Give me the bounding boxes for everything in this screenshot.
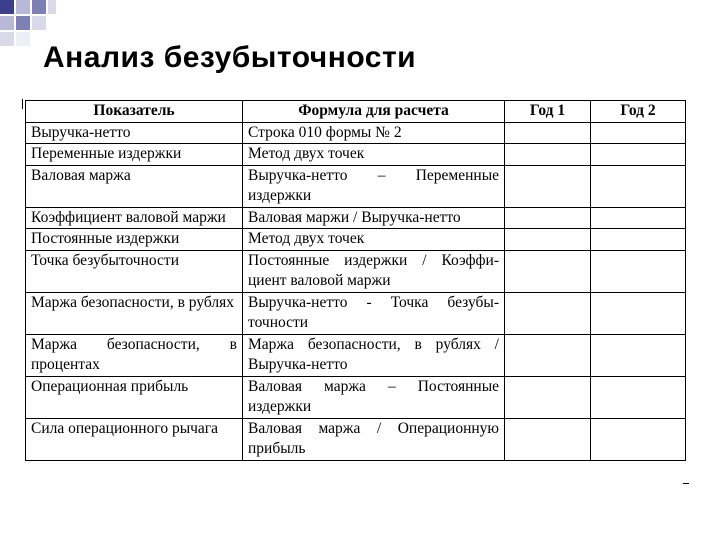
table-row bbox=[26, 229, 686, 251]
header-indicator: Показатель bbox=[26, 101, 243, 123]
formula-cell: Валовая маржа – Постоянные издержки bbox=[243, 376, 505, 418]
table-row bbox=[26, 334, 686, 376]
formula-cell: Выручка-нетто - Точка безубыточности bbox=[243, 292, 505, 334]
header-formula: Формула для расчета bbox=[243, 101, 505, 123]
formula-cell: Метод двух точек bbox=[243, 144, 505, 166]
divider bbox=[683, 483, 689, 484]
year2-cell bbox=[591, 229, 686, 251]
formula-cell: Маржа безопасности, в рублях / Выручка-нетто bbox=[243, 334, 505, 376]
table-row bbox=[26, 144, 686, 166]
decor-square bbox=[32, 16, 46, 30]
slide-title: Анализ безубыточности bbox=[43, 41, 417, 74]
decor-square bbox=[32, 0, 46, 14]
year2-cell bbox=[591, 376, 686, 418]
indicator-cell: Сила операционного рычага bbox=[26, 418, 243, 460]
year1-cell bbox=[505, 229, 591, 251]
header-year2: Год 2 bbox=[591, 101, 686, 123]
year2-cell bbox=[591, 165, 686, 207]
table-row bbox=[26, 292, 686, 334]
breakeven-table bbox=[25, 100, 686, 461]
year1-cell bbox=[505, 292, 591, 334]
formula-cell: Выручка-нетто – Переменные издержки bbox=[243, 165, 505, 207]
year1-cell bbox=[505, 122, 591, 144]
formula-cell: Валовая маржа / Операционную прибыль bbox=[243, 418, 505, 460]
year1-cell bbox=[505, 250, 591, 292]
year2-cell bbox=[591, 207, 686, 229]
formula-cell: Валовая маржи / Выручка-нетто bbox=[243, 207, 505, 229]
indicator-cell: Точка безубыточности bbox=[26, 250, 243, 292]
year1-cell bbox=[505, 418, 591, 460]
indicator-cell: Коэффициент валовой маржи bbox=[26, 207, 243, 229]
year2-cell bbox=[591, 292, 686, 334]
decor-square bbox=[0, 32, 14, 46]
table-row bbox=[26, 418, 686, 460]
table-row bbox=[26, 165, 686, 207]
decor-square bbox=[16, 32, 30, 46]
header-year1: Год 1 bbox=[505, 101, 591, 123]
year1-cell bbox=[505, 165, 591, 207]
table-row bbox=[26, 207, 686, 229]
formula-cell: Метод двух точек bbox=[243, 229, 505, 251]
indicator-cell: Валовая маржа bbox=[26, 165, 243, 207]
table-row bbox=[26, 250, 686, 292]
indicator-cell: Переменные издержки bbox=[26, 144, 243, 166]
divider bbox=[22, 99, 23, 109]
table-row bbox=[26, 376, 686, 418]
decor-square bbox=[0, 16, 14, 30]
decor-square bbox=[16, 16, 30, 30]
year1-cell bbox=[505, 144, 591, 166]
indicator-cell: Маржа безопасности, в рублях bbox=[26, 292, 243, 334]
decor-square bbox=[0, 0, 14, 14]
table-row bbox=[26, 122, 686, 144]
year2-cell bbox=[591, 334, 686, 376]
decor-square bbox=[16, 0, 30, 14]
decor-square bbox=[48, 0, 56, 14]
year1-cell bbox=[505, 207, 591, 229]
formula-cell: Строка 010 формы № 2 bbox=[243, 122, 505, 144]
indicator-cell: Постоянные издержки bbox=[26, 229, 243, 251]
year2-cell bbox=[591, 144, 686, 166]
indicator-cell: Выручка-нетто bbox=[26, 122, 243, 144]
year2-cell bbox=[591, 122, 686, 144]
year2-cell bbox=[591, 418, 686, 460]
formula-cell: Постоянные издержки / Коэффициент валовой маржи bbox=[243, 250, 505, 292]
year2-cell bbox=[591, 250, 686, 292]
year1-cell bbox=[505, 334, 591, 376]
table-header-row bbox=[26, 101, 686, 123]
indicator-cell: Маржа безопасности, в процентах bbox=[26, 334, 243, 376]
indicator-cell: Операционная прибыль bbox=[26, 376, 243, 418]
year1-cell bbox=[505, 376, 591, 418]
